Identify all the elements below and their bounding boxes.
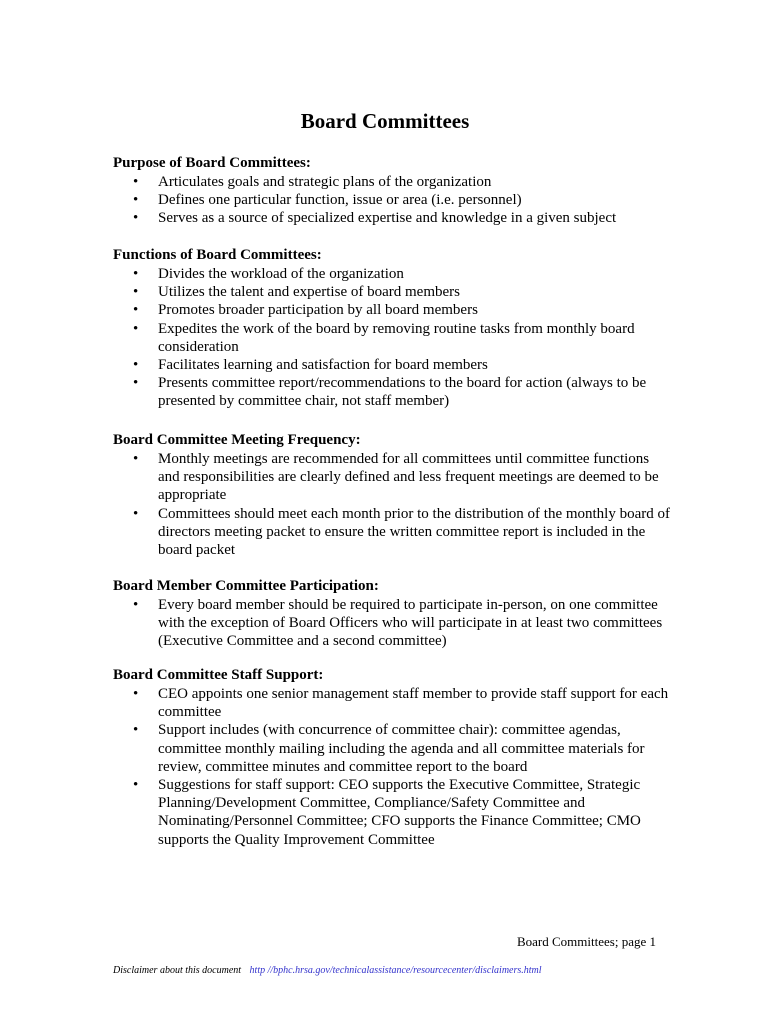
section-heading: Functions of Board Committees: [113,247,322,263]
bullet-icon: • [133,451,139,467]
bullet-list [113,450,673,559]
bullet-icon: • [133,777,139,794]
bullet-list [113,265,673,411]
bullet-icon: • [133,320,139,337]
list-item: • Articulates goals and strategic plans of the organization [133,174,492,190]
page-number-footer: Board Committees; page 1 [516,934,656,949]
bullet-icon: • [133,302,139,319]
list-item: • Defines one particular function, issue or area (i.e. personnel) [133,192,522,209]
section-heading: Board Committee Meeting Frequency: [113,432,361,448]
section-heading: Board Member Committee Participation: [113,578,379,594]
list-item: • Committees should meet each month prior to the distribution of the monthly board of directors meeting packet to ensure the written committee report is included in the board packet [133,505,670,559]
list-item: • CEO appoints one senior management staff member to provide staff support for each committee [133,686,669,721]
disclaimer-text: Disclaimer about this document [113,965,242,976]
section-heading: Board Committee Staff Support: [113,667,324,683]
disclaimer-footer [113,964,542,978]
bullet-icon: • [133,375,139,392]
bullet-icon: • [133,597,139,613]
section-purpose [113,154,673,228]
bullet-list [113,596,673,651]
section-heading: Purpose of Board Committees: [113,155,311,171]
list-item: • Expedites the work of the board by removing routine tasks from monthly board consideration [133,320,635,355]
list-item: • Support includes (with concurrence of committee chair): committee agendas, committee monthly mailing including the agenda and all committee materials for review, committee minutes and committee report to the board [133,722,645,775]
section-member-participation [113,577,673,651]
bullet-icon: • [133,284,139,301]
section-staff-support [113,666,673,849]
list-item: • Suggestions for staff support: CEO supports the Executive Committee, Strategic Planning/Development Committee, Compliance/Safety Committee and Nominating/Personnel Committee; CFO supports the Finance Committee; CMO supports the Quality Improvement Committee [133,777,641,848]
bullet-icon: • [133,505,139,522]
list-item: • Every board member should be required to participate in-person, on one committee with the exception of Board Officers who will participate in at least two committees (Executive Committee and a second committee) [133,597,663,650]
section-functions [113,246,673,411]
disclaimer-link[interactable]: http //bphc.hrsa.gov/technicalassistance/resourcecenter/disclaimers.html [249,965,542,976]
bullet-icon: • [133,210,139,227]
bullet-icon: • [133,357,139,374]
bullet-list [113,685,673,849]
list-item: • Serves as a source of specialized expertise and knowledge in a given subject [133,210,617,227]
bullet-icon: • [133,722,139,739]
page-title: Board Committees [300,109,470,133]
bullet-icon: • [133,686,139,702]
list-item: • Presents committee report/recommendations to the board for action (always to be presented by committee chair, not staff member) [133,375,647,410]
bullet-icon: • [133,266,139,282]
list-item: • Monthly meetings are recommended for all committees until committee functions and responsibilities are clearly defined and less frequent meetings are deemed to be appropriate [133,451,659,504]
list-item: • Utilizes the talent and expertise of board members [133,284,460,301]
bullet-icon: • [133,174,139,190]
list-item: • Promotes broader participation by all board members [133,302,478,319]
bullet-list [113,173,673,228]
section-meeting-frequency [113,431,673,559]
list-item: • Facilitates learning and satisfaction for board members [133,357,488,374]
list-item: • Divides the workload of the organization [133,266,404,282]
bullet-icon: • [133,192,139,209]
